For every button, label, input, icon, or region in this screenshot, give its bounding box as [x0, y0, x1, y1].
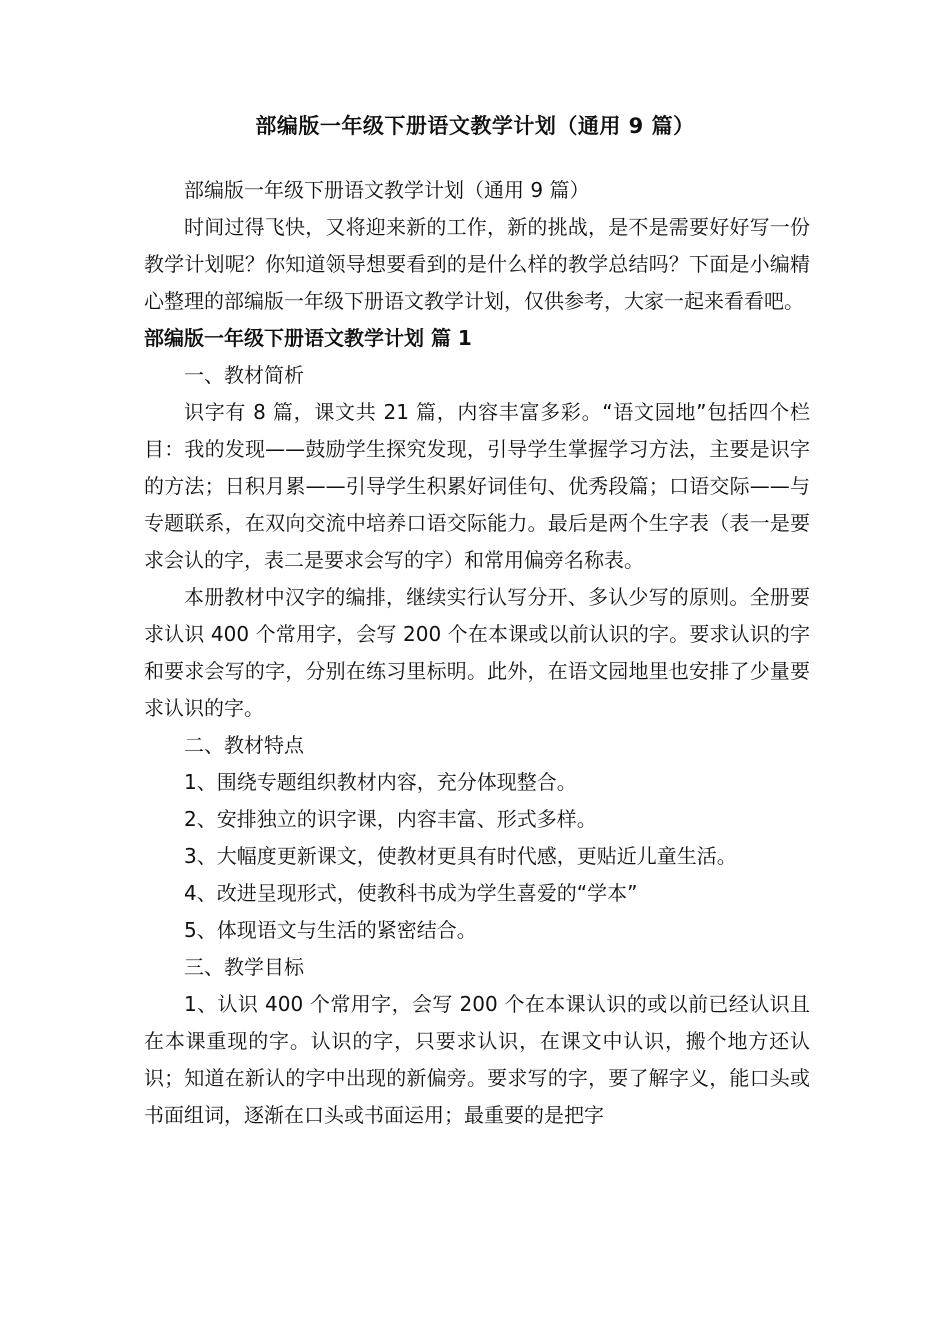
- part3-heading: 三、教学目标: [184, 955, 304, 979]
- part1-heading: 一、教材简析: [184, 363, 304, 387]
- list-item: 4、改进呈现形式，使教科书成为学生喜爱的“学本”: [184, 881, 638, 905]
- part2-heading: 二、教材特点: [184, 733, 304, 757]
- list-item: 2、安排独立的识字课，内容丰富、形式多样。: [184, 807, 597, 831]
- document-title: 部编版一年级下册语文教学计划（通用 9 篇）: [255, 114, 695, 138]
- part3-paragraph-1: 1、认识 400 个常用字，会写 200 个在本课认识的或以前已经认识且在本课重现的字。认识的字，只要求认识，在课文中认识，搬个地方还认识；知道在新认的字中出现的新偏旁。要求写的字，要了解字义，能口头或书面组词，逐渐在口头或书面运用；最重要的是把字: [144, 992, 810, 1127]
- list-item: 3、大幅度更新课文，使教材更具有时代感，更贴近儿童生活。: [184, 844, 737, 868]
- list-item: 1、围绕专题组织教材内容，充分体现整合。: [184, 770, 577, 794]
- part1-paragraph-1: 识字有 8 篇，课文共 21 篇，内容丰富多彩。“语文园地”包括四个栏目：我的发现——鼓励学生探究发现，引导学生掌握学习方法，主要是识字的方法；日积月累——引导学生积累好词佳句、优秀段篇；口语交际——与专题联系，在双向交流中培养口语交际能力。最后是两个生字表（表一是要求会认的字，表二是要求会写的字）和常用偏旁名称表。: [144, 400, 810, 572]
- list-item: 5、体现语文与生活的紧密结合。: [184, 918, 477, 942]
- document-body: [144, 172, 810, 1134]
- part1-paragraph-2: 本册教材中汉字的编排，继续实行认写分开、多认少写的原则。全册要求认识 400 个常用字，会写 200 个在本课或以前认识的字。要求认识的字和要求会写的字，分别在练习里标明。此外，在语文园地里也安排了少量要求认识的字。: [144, 585, 810, 720]
- subtitle-paragraph: 部编版一年级下册语文教学计划（通用 9 篇）: [184, 178, 590, 202]
- intro-paragraph: 时间过得飞快，又将迎来新的工作，新的挑战，是不是需要好好写一份教学计划呢？你知道领导想要看到的是什么样的教学总结吗？下面是小编精心整理的部编版一年级下册语文教学计划，仅供参考，大家一起来看看吧。: [144, 215, 810, 313]
- section-heading: 部编版一年级下册语文教学计划 篇 1: [144, 326, 472, 350]
